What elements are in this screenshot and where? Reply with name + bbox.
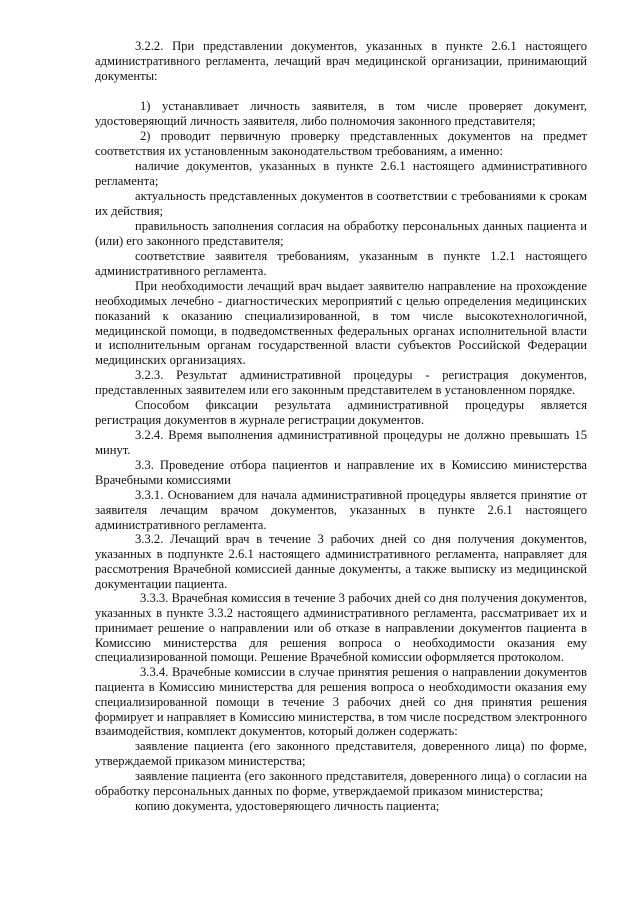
paragraph-identity-copy: копию документа, удостоверяющего личность пациента; [135,799,440,813]
paragraph-3-2-3: 3.2.3. Результат административной процедуры - регистрация документов, представленных заявителем или его законным представителем в установленном порядке. [95,368,587,397]
paragraph-check-actuality: актуальность представленных документов в соответствии с требованиями к срокам их действия; [95,189,587,218]
paragraph-check-compliance: соответствие заявителя требованиям, указанным в пункте 1.2.1 настоящего административного регламента. [95,249,587,278]
paragraph-3-2-4: 3.2.4. Время выполнения административной процедуры не должно превышать 15 минут. [95,428,587,457]
paragraph-item-1: 1) устанавливает личность заявителя, в том числе проверяет документ, удостоверяющий личность заявителя, либо полномочия законного представителя; [95,99,587,128]
paragraph-referral: При необходимости лечащий врач выдает заявителю направление на прохождение необходимых лечебно - диагностических мероприятий с целью определения медицинских показаний к оказанию специализированной, в том числе высокотехнологичной, медицинской помощи, в подведомственных федеральных органах исполнительной власти и исполнительным органам государственной власти субъектов Российской Федерации медицинских организациях. [95,279,587,368]
paragraph-3-3-heading: 3.3. Проведение отбора пациентов и направление их в Комиссию министерства Врачебными комиссиями [95,458,587,487]
paragraph-consent-application: заявление пациента (его законного представителя, доверенного лица) о согласии на обработку персональных данных по форме, утверждаемой приказом министерства; [95,769,587,798]
paragraph-3-2-2: 3.2.2. При представлении документов, указанных в пункте 2.6.1 настоящего административного регламента, лечащий врач медицинской организации, принимающий документы: [95,39,587,83]
paragraph-patient-application: заявление пациента (его законного представителя, доверенного лица) по форме, утверждаемой приказом министерства; [95,739,587,768]
paragraph-3-3-2: 3.3.2. Лечащий врач в течение 3 рабочих дней со дня получения документов, указанных в подпункте 2.6.1 настоящего административного регламента, направляет для рассмотрения Врачебной комиссией данные документы, а также выписку из медицинской документации пациента. [95,532,587,591]
paragraph-3-3-4: 3.3.4. Врачебные комиссии в случае принятия решения о направлении документов пациента в Комиссию министерства для решения вопроса о необходимости оказания ему специализированной помощи в течение 3 рабочих дней со дня принятия решения формирует и направляет в Комиссию министерства, в том числе посредством электронного взаимодействия, комплект документов, который должен содержать: [95,665,587,739]
paragraph-3-3-3: 3.3.3. Врачебная комиссия в течение 3 рабочих дней со дня получения документов, указанных в пункте 3.3.2 настоящего административного регламента, рассматривает их и принимает решение о направлении или об отказе в направлении документов пациента в Комиссию министерства для решения вопроса о необходимости оказания ему специализированной помощи. Решение Врачебной комиссии оформляется протоколом. [95,591,587,665]
paragraph-fixation: Способом фиксации результата административной процедуры является регистрация документов в журнале регистрации документов. [95,398,587,427]
paragraph-3-3-1: 3.3.1. Основанием для начала административной процедуры является принятие от заявителя лечащим врачом документов, указанных в пункте 2.6.1 настоящего административного регламента. [95,488,587,532]
paragraph-item-2: 2) проводит первичную проверку представленных документов на предмет соответствия их установленным законодательством требованиям, а именно: [95,129,587,158]
paragraph-check-consent: правильность заполнения согласия на обработку персональных данных пациента и (или) его законного представителя; [95,219,587,248]
paragraph-check-presence: наличие документов, указанных в пункте 2.6.1 настоящего административного регламента; [95,159,587,188]
